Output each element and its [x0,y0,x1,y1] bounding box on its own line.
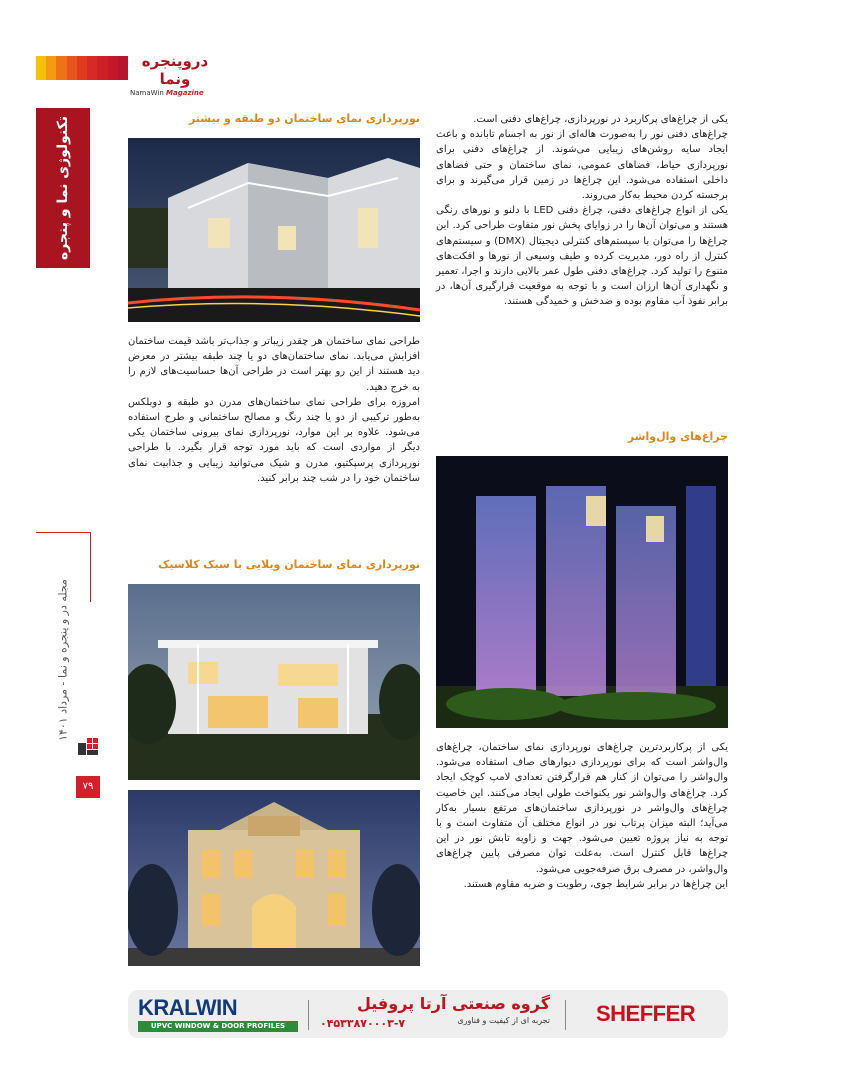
header-stripe [56,56,66,80]
duplex-text [128,334,420,486]
photo-wallwasher-glass [436,456,728,728]
logo-magazine: Magazine [166,89,204,97]
sidebar-divider [36,532,90,533]
logo-latin: NamaWin [130,89,164,97]
kralwin-logo[interactable] [138,996,298,1034]
window-icon [76,735,100,759]
photo-modern-villa [128,584,420,780]
group-phone: ۰۴۵۳۳۸۷۰۰۰۳-۷ [320,1017,406,1030]
inground-lights-text [436,112,728,310]
photo-classic-villa [128,790,420,966]
magazine-issue-label: مجله در و پنجره و نما - مرداد ۱۴۰۱ [56,579,70,741]
magazine-logo[interactable] [130,52,220,97]
page-number: ۷۹ [76,776,100,798]
banner-divider [308,1000,309,1030]
header-stripe [97,56,107,80]
banner-divider [565,1000,566,1030]
wallwasher-paragraph: یکی از پرکاربردترین چراغ‌های نورپردازی نمای ساختمان، چراغ‌های وال‌واشر است که برای نورپردازی دیوارهای صاف استفاده می‌شود. وال‌واشر را می‌توان از کنار هم قرارگرفتن تعدادی لامپ کوچک ایجاد کرد. چراغ‌های وال‌واشر نور یکنواخت طولی ایجاد می‌کنند. این خاصیت چراغ‌های وال‌واشر در نورپردازی ساختمان‌های مرتفع بسیار به‌کار می‌آید؛ البته میزان پرتاب نور در انواع مختلف آن متفاوت است و با توجه به نیاز پروژه تعیین می‌شود. جهت و زاویه تابش نور در این چراغ‌ها قابل کنترل است. به‌علت توان مصرفی پایین چراغ‌های وال‌واشر، در مصرف برق صرفه‌جویی می‌شود. [436,742,728,875]
arta-profile-group[interactable] [320,993,550,1037]
heading-wallwasher: چراغ‌های وال‌واشر [627,430,728,443]
photo-modern-building [128,138,420,322]
duplex-paragraph: امروزه برای طراحی نمای ساختمان‌های مدرن دو طبقه و دوبلکس به‌طور ترکیبی از دو یا چند رنگ و مصالح ساختمانی و طرح استفاده می‌شود. علاوه بر این موارد، نورپردازی نمای بیرونی ساختمان یکی دیگر از مواردی است که باید مورد توجه قرار بگیرد. با طراحی نورپردازی پرسپکتیو، مدرن و شیک می‌توانید زیبایی و جذابیت نمای ساختمان خود را در شب چند برابر کنید. [128,396,420,484]
header-color-stripes [36,56,128,80]
header-stripe [77,56,87,80]
logo-title: دروپنجره ونما [141,52,209,88]
header-stripe [67,56,77,80]
kralwin-name: KRALWIN [138,995,238,1020]
wallwasher-text [436,740,728,892]
header-stripe [87,56,97,80]
header-stripe [36,56,46,80]
header-stripe [118,56,128,80]
inground-paragraph: یکی از انواع چراغ‌های دفنی، چراغ دفنی LED با دلنو و نورهای رنگی هستند و می‌توان آن‌ها را در زوایای پخش نور متفاوت طراحی کرد. این چراغ‌ها را می‌توان با سیستم‌های کنترلی دیجیتال (DMX) و سیستم‌های کنترل از راه دور، مدیریت کرده و طیف وسیعی از نورها و افکت‌های متنوع را تولید کرد. چراغ‌های دفنی طول عمر بالایی دارند و اجرا، تعمیر و نگهداری آن‌ها ارزان است و با توجه به موقعیت قرارگیری آن‌ها، در برابر نفوذ آب مقاوم بوده و ضدخش و خمیدگی هستند. [436,205,728,308]
inground-paragraph: چراغ‌های دفنی نور را به‌صورت هاله‌ای از نور به اجسام تابانده و باعث ایجاد سایه روشن‌های زیبایی می‌شوند. از چراغ‌های دفنی برای نورپردازی حیاط، فضاهای عمومی، نمای ساختمان و حتی فضاهای داخلی استفاده می‌شود. این چراغ‌ها در زمین قرار می‌گیرند و برای برجسته کردن محیط به‌کار می‌روند. [436,129,728,202]
group-name: گروه صنعتی آرتا پروفیل [356,994,550,1013]
wallwasher-paragraph: این چراغ‌ها در برابر شرایط جوی، رطوبت و ضربه مقاوم هستند. [463,878,728,890]
sheffer-logo[interactable]: SHEFFER [596,1001,696,1026]
logo-subtitle [130,88,220,98]
duplex-paragraph: طراحی نمای ساختمان هر چقدر زیباتر و جذاب‌تر باشد قیمت ساختمان افزایش می‌یابد. نمای ساختمان‌های دو یا چند طبقه بیشتر در معرض دید هستند از این رو بهتر است در طراحی آن‌ها حساسیت‌های لازم را به خرج دهید. [128,336,420,393]
section-title: تکنولوژی نما و پنجره [55,115,71,261]
sidebar-vertical-line [90,532,91,602]
heading-duplex-lighting: نورپردازی نمای ساختمان دو طبقه و بیشتر [188,112,420,125]
header-stripe [108,56,118,80]
header-stripe [46,56,56,80]
group-tagline: تجربه ای از کیفیت و فناوری [457,1016,550,1025]
heading-classic-villa: نورپردازی نمای ساختمان ویلایی با سبک کلاسیک [158,558,420,571]
section-tab [36,108,90,268]
kralwin-subtitle: UPVC WINDOW & DOOR PROFILES [138,1021,298,1032]
inground-paragraph: یکی از چراغ‌های پرکاربرد در نورپردازی، چراغ‌های دفنی است. [473,114,728,125]
